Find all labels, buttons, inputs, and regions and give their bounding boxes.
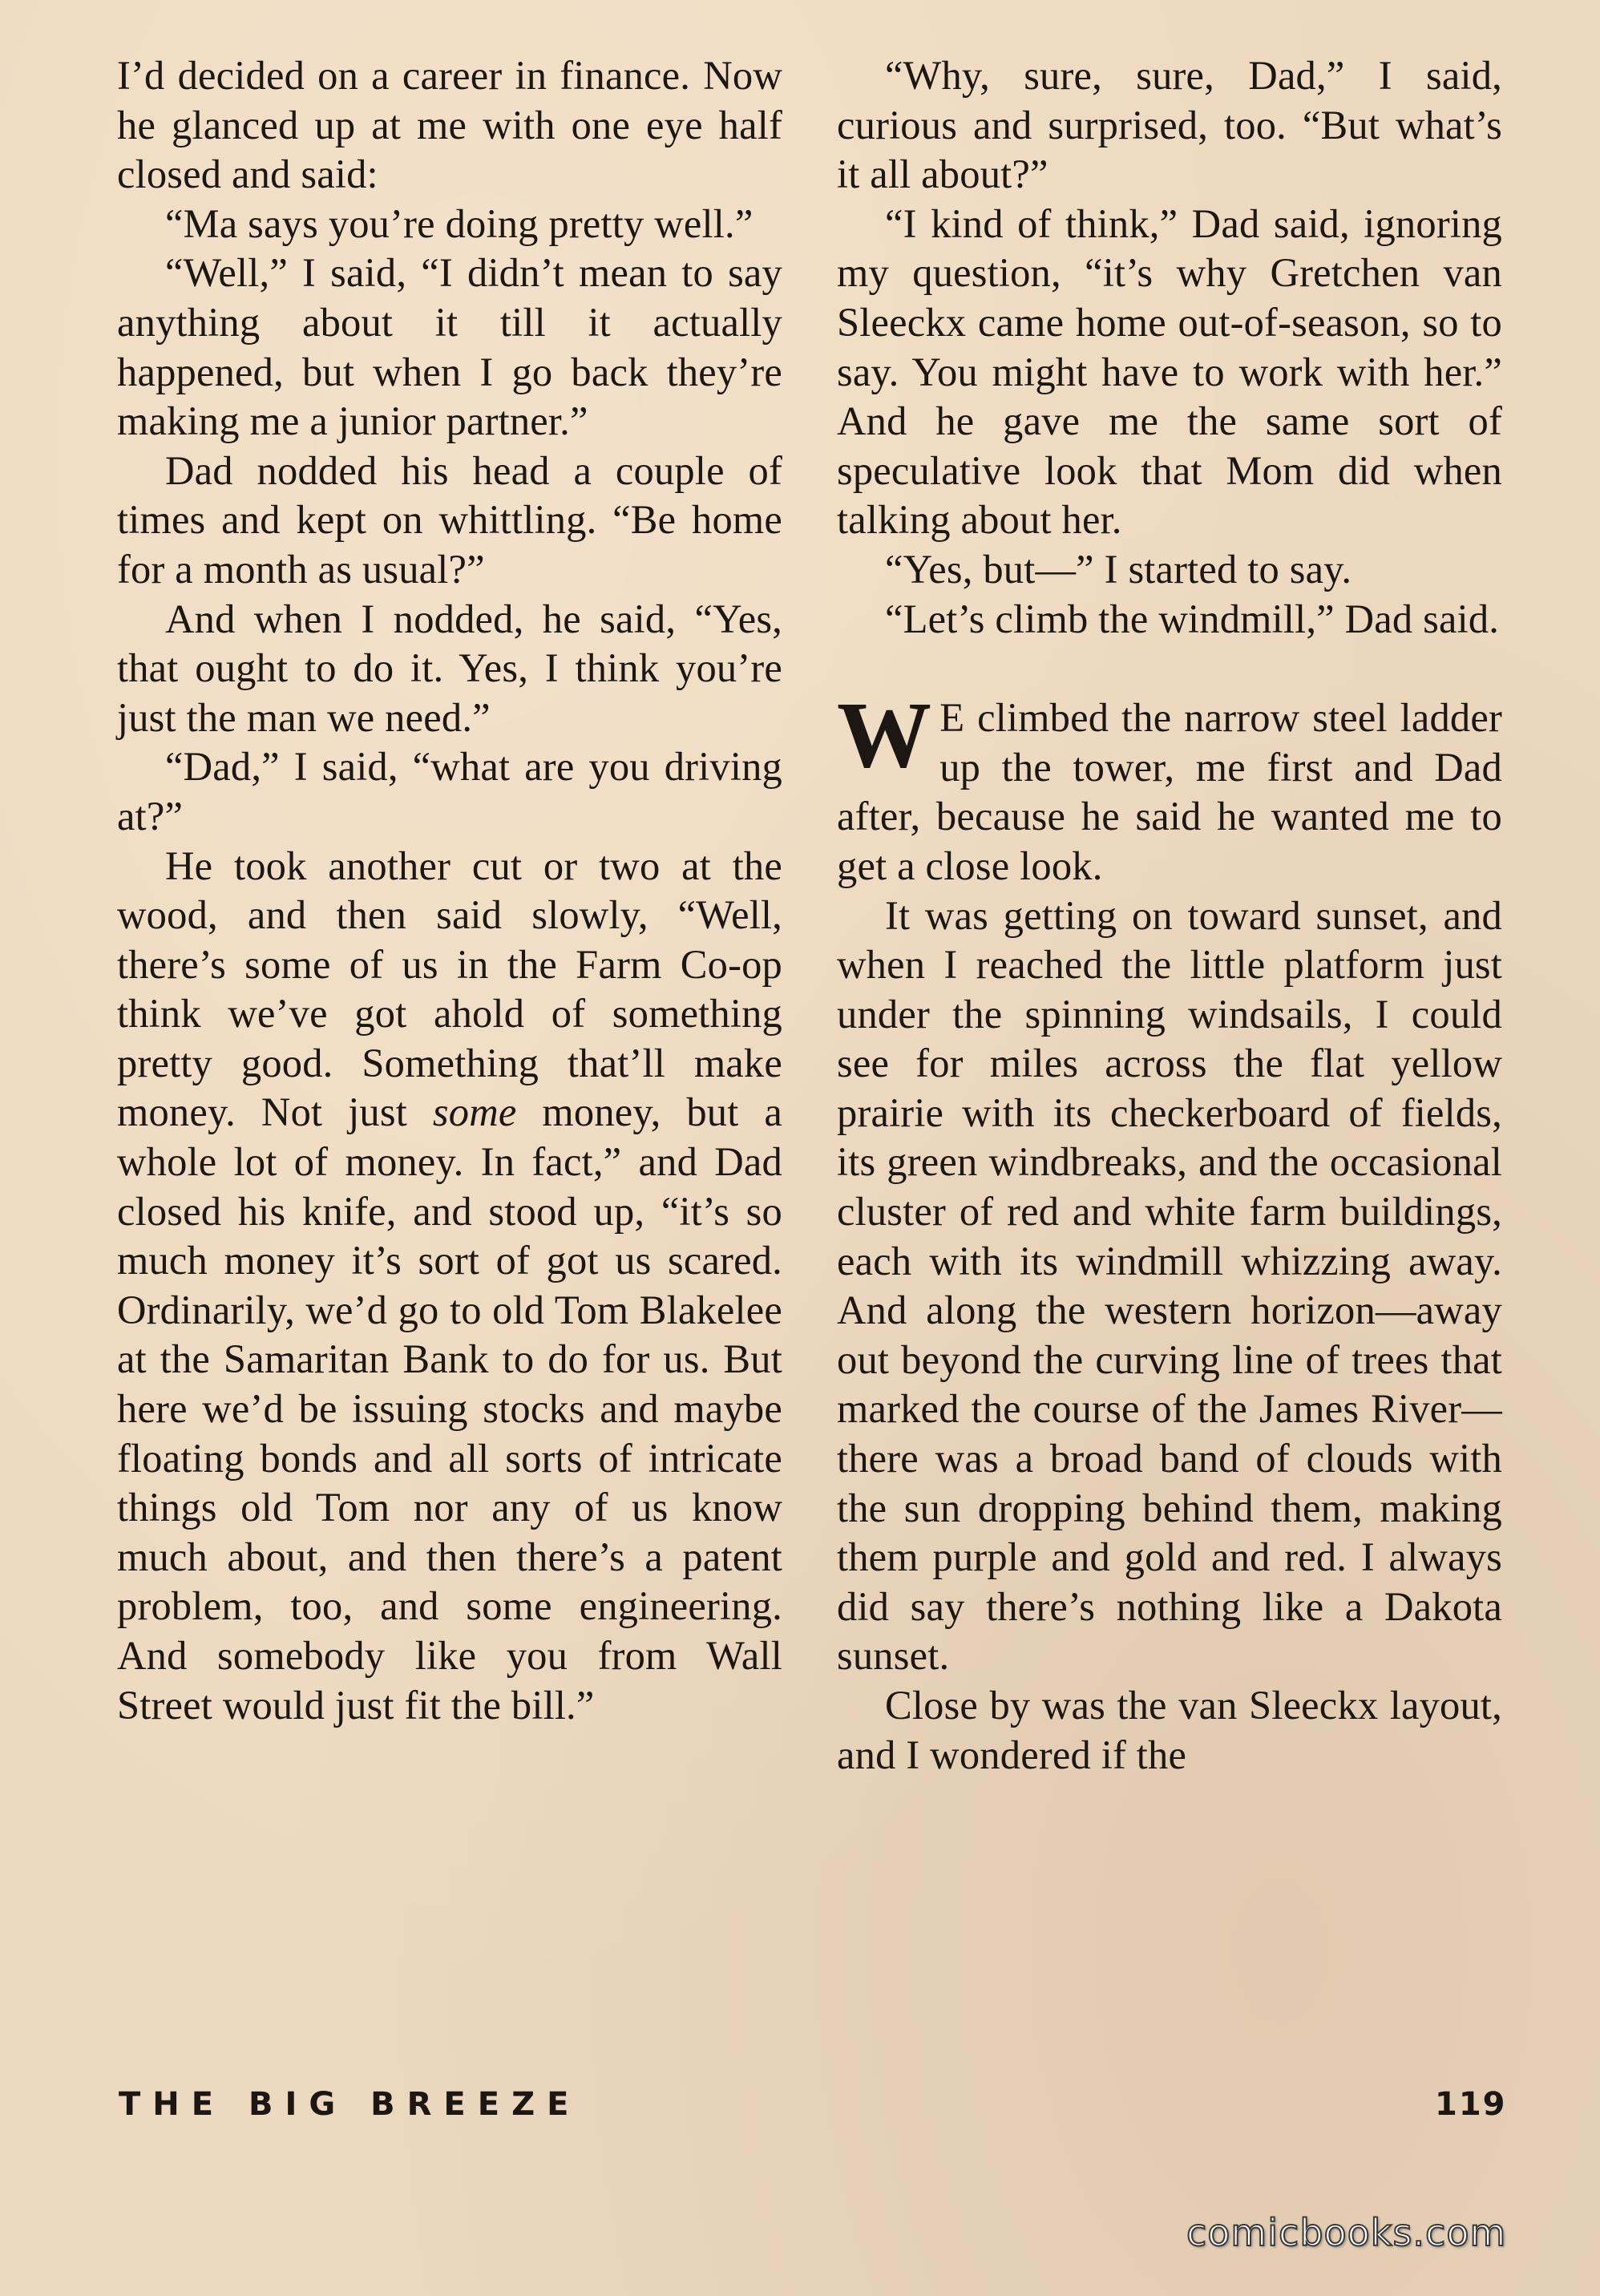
paragraph: “Dad,” I said, “what are you driving at?”	[117, 744, 782, 839]
paragraph-text: money, but a whole lot of money. In fact,” and Dad closed his knife, and stood up, “it’s so much money it’s sort of got us scared. Ordinarily, we’d go to old Tom Blakelee at the Samaritan Bank to do for us. But here we’d be issuing stocks and maybe floating bonds and all sorts of intricate things old Tom nor any of us know much about, and then there’s a patent problem, too, and some engineering. And somebody like you from Wall Street would just fit the bill.”	[117, 1089, 782, 1728]
paragraph: “Well,” I said, “I didn’t mean to say anything about it till it actually happened, but when I go back they’re making me a junior partner.”	[117, 250, 782, 444]
paragraph: I’d decided on a career in finance. Now he glanced up at me with one eye half closed and said:	[117, 53, 782, 197]
paragraph: “Yes, but—” I started to say.	[885, 546, 1352, 592]
paragraph: Close by was the van Sleeckx layout, and I wondered if the	[837, 1683, 1502, 1777]
paragraph: “Ma says you’re doing pretty well.”	[165, 200, 754, 246]
paragraph-text: E climbed the narrow steel ladder up the tower, me first and Dad after, because he said he wanted me to get a close look.	[837, 695, 1502, 888]
running-footer-title: THE BIG BREEZE	[119, 2086, 581, 2123]
paragraph: “Why, sure, sure, Dad,” I said, curious and surprised, too. “But what’s it all about?”	[837, 53, 1502, 197]
italic-emphasis: some	[432, 1089, 517, 1135]
paragraph: “I kind of think,” Dad said, ignoring my question, “it’s why Gretchen van Sleeckx came home out-of-season, so to say. You might have to work with her.” And he gave me the same sort of speculative look that Mom did when talking about her.	[837, 200, 1502, 543]
paragraph	[117, 842, 782, 1731]
watermark-logo: comicbooks.com	[1186, 2211, 1507, 2254]
paragraph: It was getting on toward sunset, and when I reached the little platform just under the spinning windsails, I could see for miles across the flat yellow prairie with its checkerboard of fields, its green windbreaks, and the occasional cluster of red and white farm buildings, each with its windmill whizzing away. And along the western horizon—away out beyond the curving line of trees that marked the course of the James River—there was a broad band of clouds with the sun dropping behind them, making them purple and gold and red. I always did say there’s nothing like a Dakota sunset.	[837, 892, 1502, 1679]
paragraph-text: He took another cut or two at the wood, and then said slowly, “Well, there’s some of us in the Farm Co-op think we’ve got ahold of something pretty good. Something that’ll make money. Not just	[117, 843, 782, 1135]
paragraph: Dad nodded his head a couple of times and kept on whittling. “Be home for a month as usual?”	[117, 447, 782, 592]
drop-cap: W	[837, 682, 932, 788]
paragraph: “Let’s climb the windmill,” Dad said.	[885, 596, 1500, 641]
left-column	[117, 51, 782, 1730]
paragraph: And when I nodded, he said, “Yes, that ought to do it. Yes, I think you’re just the man we need.”	[117, 596, 782, 740]
section-start-paragraph	[837, 682, 1502, 891]
right-column	[837, 51, 1502, 1780]
page-number: 119	[1435, 2086, 1507, 2123]
